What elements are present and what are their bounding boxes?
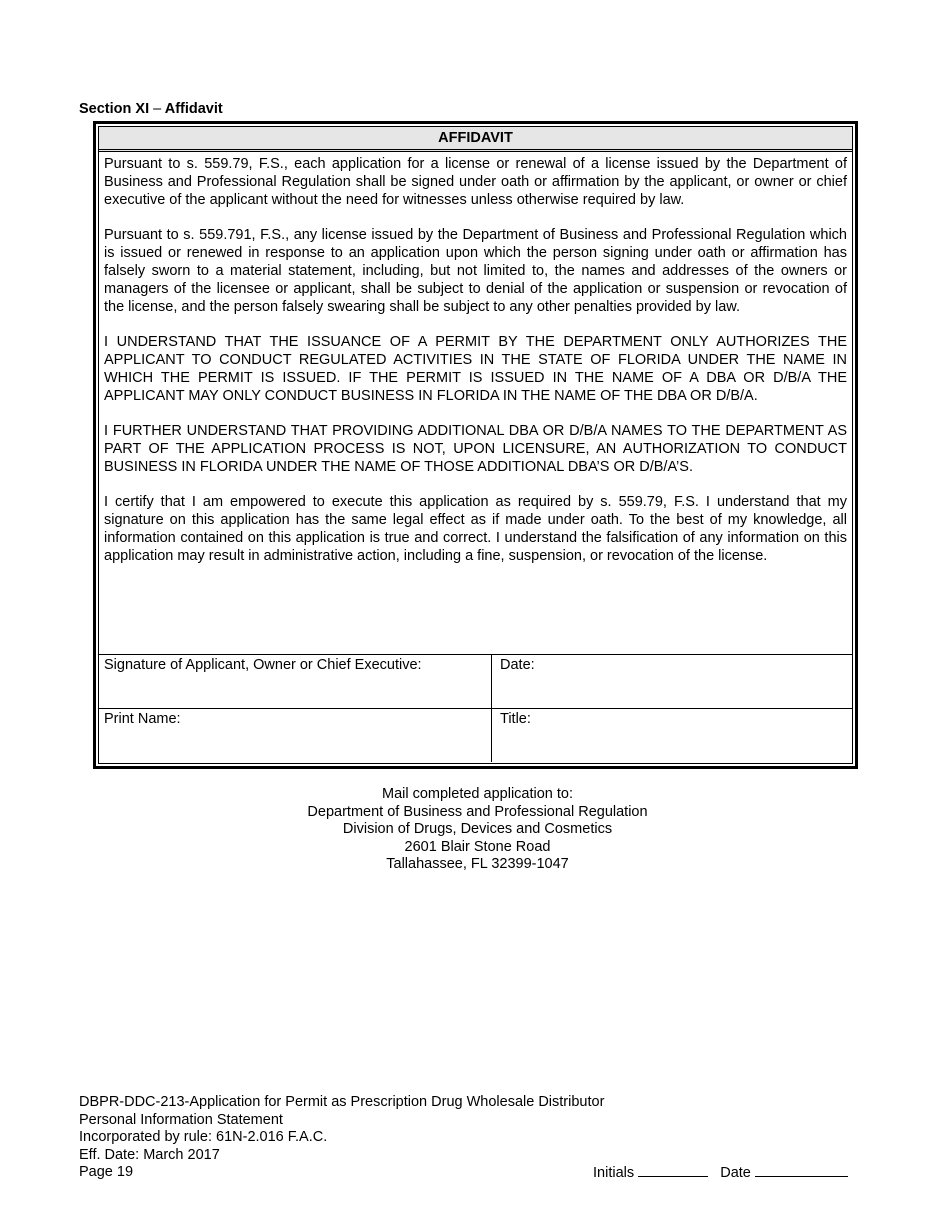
mailing-department: Department of Business and Professional Regulation [307,803,648,820]
print-name-label: Print Name: [104,711,181,727]
affidavit-box [93,121,858,769]
mailing-address [0,786,950,874]
page-footer [79,1094,604,1182]
section-dash: – [153,101,162,117]
signature-row [99,655,852,708]
section-title: Affidavit [164,101,223,117]
initials-label: Initials [593,1165,635,1181]
title-field[interactable] [492,709,852,762]
footer-rule: Incorporated by rule: 61N-2.016 F.A.C. [79,1129,328,1145]
footer-date-label: Date [720,1165,751,1181]
signature-field[interactable] [99,655,492,708]
mailing-division: Division of Drugs, Devices and Cosmetics [342,821,613,837]
mailing-intro: Mail completed application to: [381,786,574,802]
mailing-street: 2601 Blair Stone Road [404,838,551,855]
name-row [99,708,852,762]
affidavit-paragraph-3: I UNDERSTAND THAT THE ISSUANCE OF A PERMIT BY THE DEPARTMENT ONLY AUTHORIZES THE APPLICANT TO CONDUCT REGULATED ACTIVITIES IN THE STATE OF FLORIDA UNDER THE NAME IN WHICH THE PERMIT IS ISSUED. IF THE PERMIT IS ISSUED IN THE NAME OF A DBA OR D/B/A THE APPLICANT MAY ONLY CONDUCT BUSINESS IN FLORIDA IN THE NAME OF THE DBA OR D/B/A. [104,334,847,404]
section-heading [79,101,223,117]
signature-table [99,654,852,762]
footer-page-number: Page 19 [79,1164,134,1180]
initials-date-line [593,1164,848,1183]
mailing-city: Tallahassee, FL 32399-1047 [386,856,569,872]
date-label: Date: [500,657,535,673]
initials-blank[interactable] [638,1164,708,1177]
title-label: Title: [500,711,531,727]
affidavit-heading: AFFIDAVIT [99,127,852,152]
affidavit-inner-border [98,126,853,764]
section-label: Section XI [79,101,150,117]
footer-effective-date: Eff. Date: March 2017 [79,1146,220,1163]
affidavit-paragraph-4: I FURTHER UNDERSTAND THAT PROVIDING ADDITIONAL DBA OR D/B/A NAMES TO THE DEPARTMENT AS PART OF THE APPLICATION PROCESS IS NOT, UPON LICENSURE, AN AUTHORIZATION TO CONDUCT BUSINESS IN FLORIDA UNDER THE NAME OF THOSE ADDITIONAL DBA’S OR D/B/A’S. [104,423,847,475]
signature-label: Signature of Applicant, Owner or Chief Executive: [104,657,422,673]
affidavit-paragraph-5: I certify that I am empowered to execute this application as required by s. 559.79, F.S. I understand that my signature on this application has the same legal effect as if made under oath. To the best of my knowledge, all information contained on this application is true and correct. I understand the falsification of any information on this application may result in administrative action, including a fine, suspension, or revocation of the license. [104,494,847,564]
date-field[interactable] [492,655,852,708]
affidavit-paragraph-2: Pursuant to s. 559.791, F.S., any license issued by the Department of Business and Professional Regulation which is issued or renewed in response to an application upon which the person signing under oath or affirmation has falsely sworn to a material statement, including, but not limited to, the names and addresses of the owners or managers of the licensee or applicant, shall be subject to denial of the application or suspension or revocation of the license, and the person falsely swearing shall be subject to any other penalties provided by law. [104,227,847,315]
footer-form-title: DBPR-DDC-213-Application for Permit as Prescription Drug Wholesale Distributor [79,1094,605,1110]
footer-date-blank[interactable] [755,1164,848,1177]
print-name-field[interactable] [99,709,492,762]
affidavit-text [99,152,852,565]
affidavit-paragraph-1: Pursuant to s. 559.79, F.S., each application for a license or renewal of a license issued by the Department of Business and Professional Regulation shall be signed under oath or affirmation by the applicant, or owner or chief executive of the applicant without the need for witnesses unless otherwise required by law. [104,156,847,208]
footer-subtitle: Personal Information Statement [79,1111,283,1128]
